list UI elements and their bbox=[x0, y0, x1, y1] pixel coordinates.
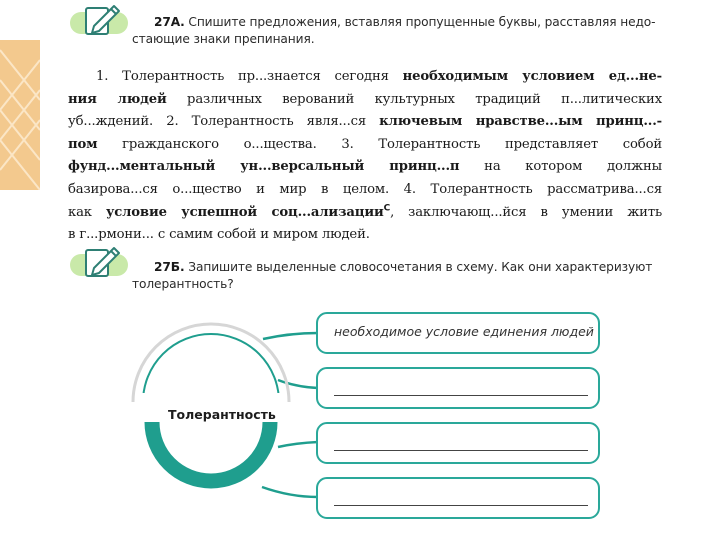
exercise-fragment: на котором должны bbox=[459, 159, 662, 175]
exercise-line bbox=[68, 156, 662, 179]
exercise-line bbox=[68, 89, 662, 112]
exercise-fragment: как bbox=[68, 204, 106, 220]
task-27b-number: 27Б. bbox=[154, 260, 185, 274]
task-27b-text-line2: толерантность? bbox=[132, 277, 234, 291]
exercise-line bbox=[68, 179, 662, 202]
scheme-box-1-text: необходимое условие единения людей bbox=[334, 324, 594, 339]
exercise-line bbox=[68, 202, 662, 225]
exercise-text bbox=[68, 66, 662, 247]
pencil-notebook-icon bbox=[70, 246, 130, 280]
pencil-notebook-icon bbox=[70, 4, 130, 38]
corner-decoration bbox=[0, 40, 40, 190]
task-27b-text-line1: Запишите выделенные словосочетания в схему. Как они характеризуют bbox=[188, 260, 653, 274]
highlighted-phrase: ключевым нравстве...ым принц...- bbox=[379, 114, 662, 130]
highlighted-phrase: условие успешной соц...ализации bbox=[105, 204, 384, 220]
inner-thin-arc bbox=[143, 334, 279, 402]
exercise-fragment: в г...рмони... с самим собой и миром людей. bbox=[68, 227, 370, 243]
highlighted-phrase: ния людей bbox=[68, 91, 167, 107]
exercise-line bbox=[68, 66, 662, 89]
connector-2 bbox=[278, 380, 318, 388]
scheme-box-4[interactable] bbox=[316, 477, 600, 519]
connector-1 bbox=[263, 333, 318, 339]
highlighted-phrase: пом bbox=[68, 136, 98, 152]
connector-3 bbox=[278, 442, 318, 447]
exercise-line bbox=[68, 224, 662, 247]
exercise-fragment: уб...ждений. 2. Толерантность явля...ся bbox=[68, 114, 380, 130]
exercise-fragment: гражданского о...щества. 3. Толерантность представляет собой bbox=[97, 136, 662, 152]
scheme-box-1 bbox=[316, 312, 600, 354]
scheme-box-3[interactable] bbox=[316, 422, 600, 464]
scheme-center-label: Толерантность bbox=[168, 407, 276, 422]
exercise-line bbox=[68, 134, 662, 157]
exercise-fragment: базирова...ся о...щество и мир в целом. 4. Толерантность рассматрива...ся bbox=[68, 181, 662, 197]
answer-line bbox=[334, 395, 588, 396]
exercise-fragment: , заключающ...йся в умении жить bbox=[390, 204, 662, 220]
highlighted-phrase: фунд...ментальный ун...версальный принц...п bbox=[68, 159, 460, 175]
scheme-box-2[interactable] bbox=[316, 367, 600, 409]
connector-4 bbox=[262, 487, 318, 497]
superscript-mark: С bbox=[383, 203, 391, 214]
task-27a-instruction bbox=[132, 14, 672, 48]
task-27b-instruction bbox=[132, 259, 672, 293]
exercise-fragment: 1. Толерантность пр...знается сегодня bbox=[96, 69, 403, 84]
answer-line bbox=[334, 450, 588, 451]
exercise-line bbox=[68, 111, 662, 134]
highlighted-phrase: необходимым условием ед...не- bbox=[402, 69, 662, 84]
task-27a-text-line1: Спишите предложения, вставляя пропущенные буквы, расставляя недо- bbox=[188, 15, 656, 29]
inner-thick-arc bbox=[152, 422, 270, 481]
task-27a-text-line2: стающие знаки препинания. bbox=[132, 32, 315, 46]
answer-line bbox=[334, 505, 588, 506]
task-27a-number: 27А. bbox=[154, 15, 185, 29]
exercise-fragment: различных верований культурных традиций п...литических bbox=[166, 91, 662, 107]
